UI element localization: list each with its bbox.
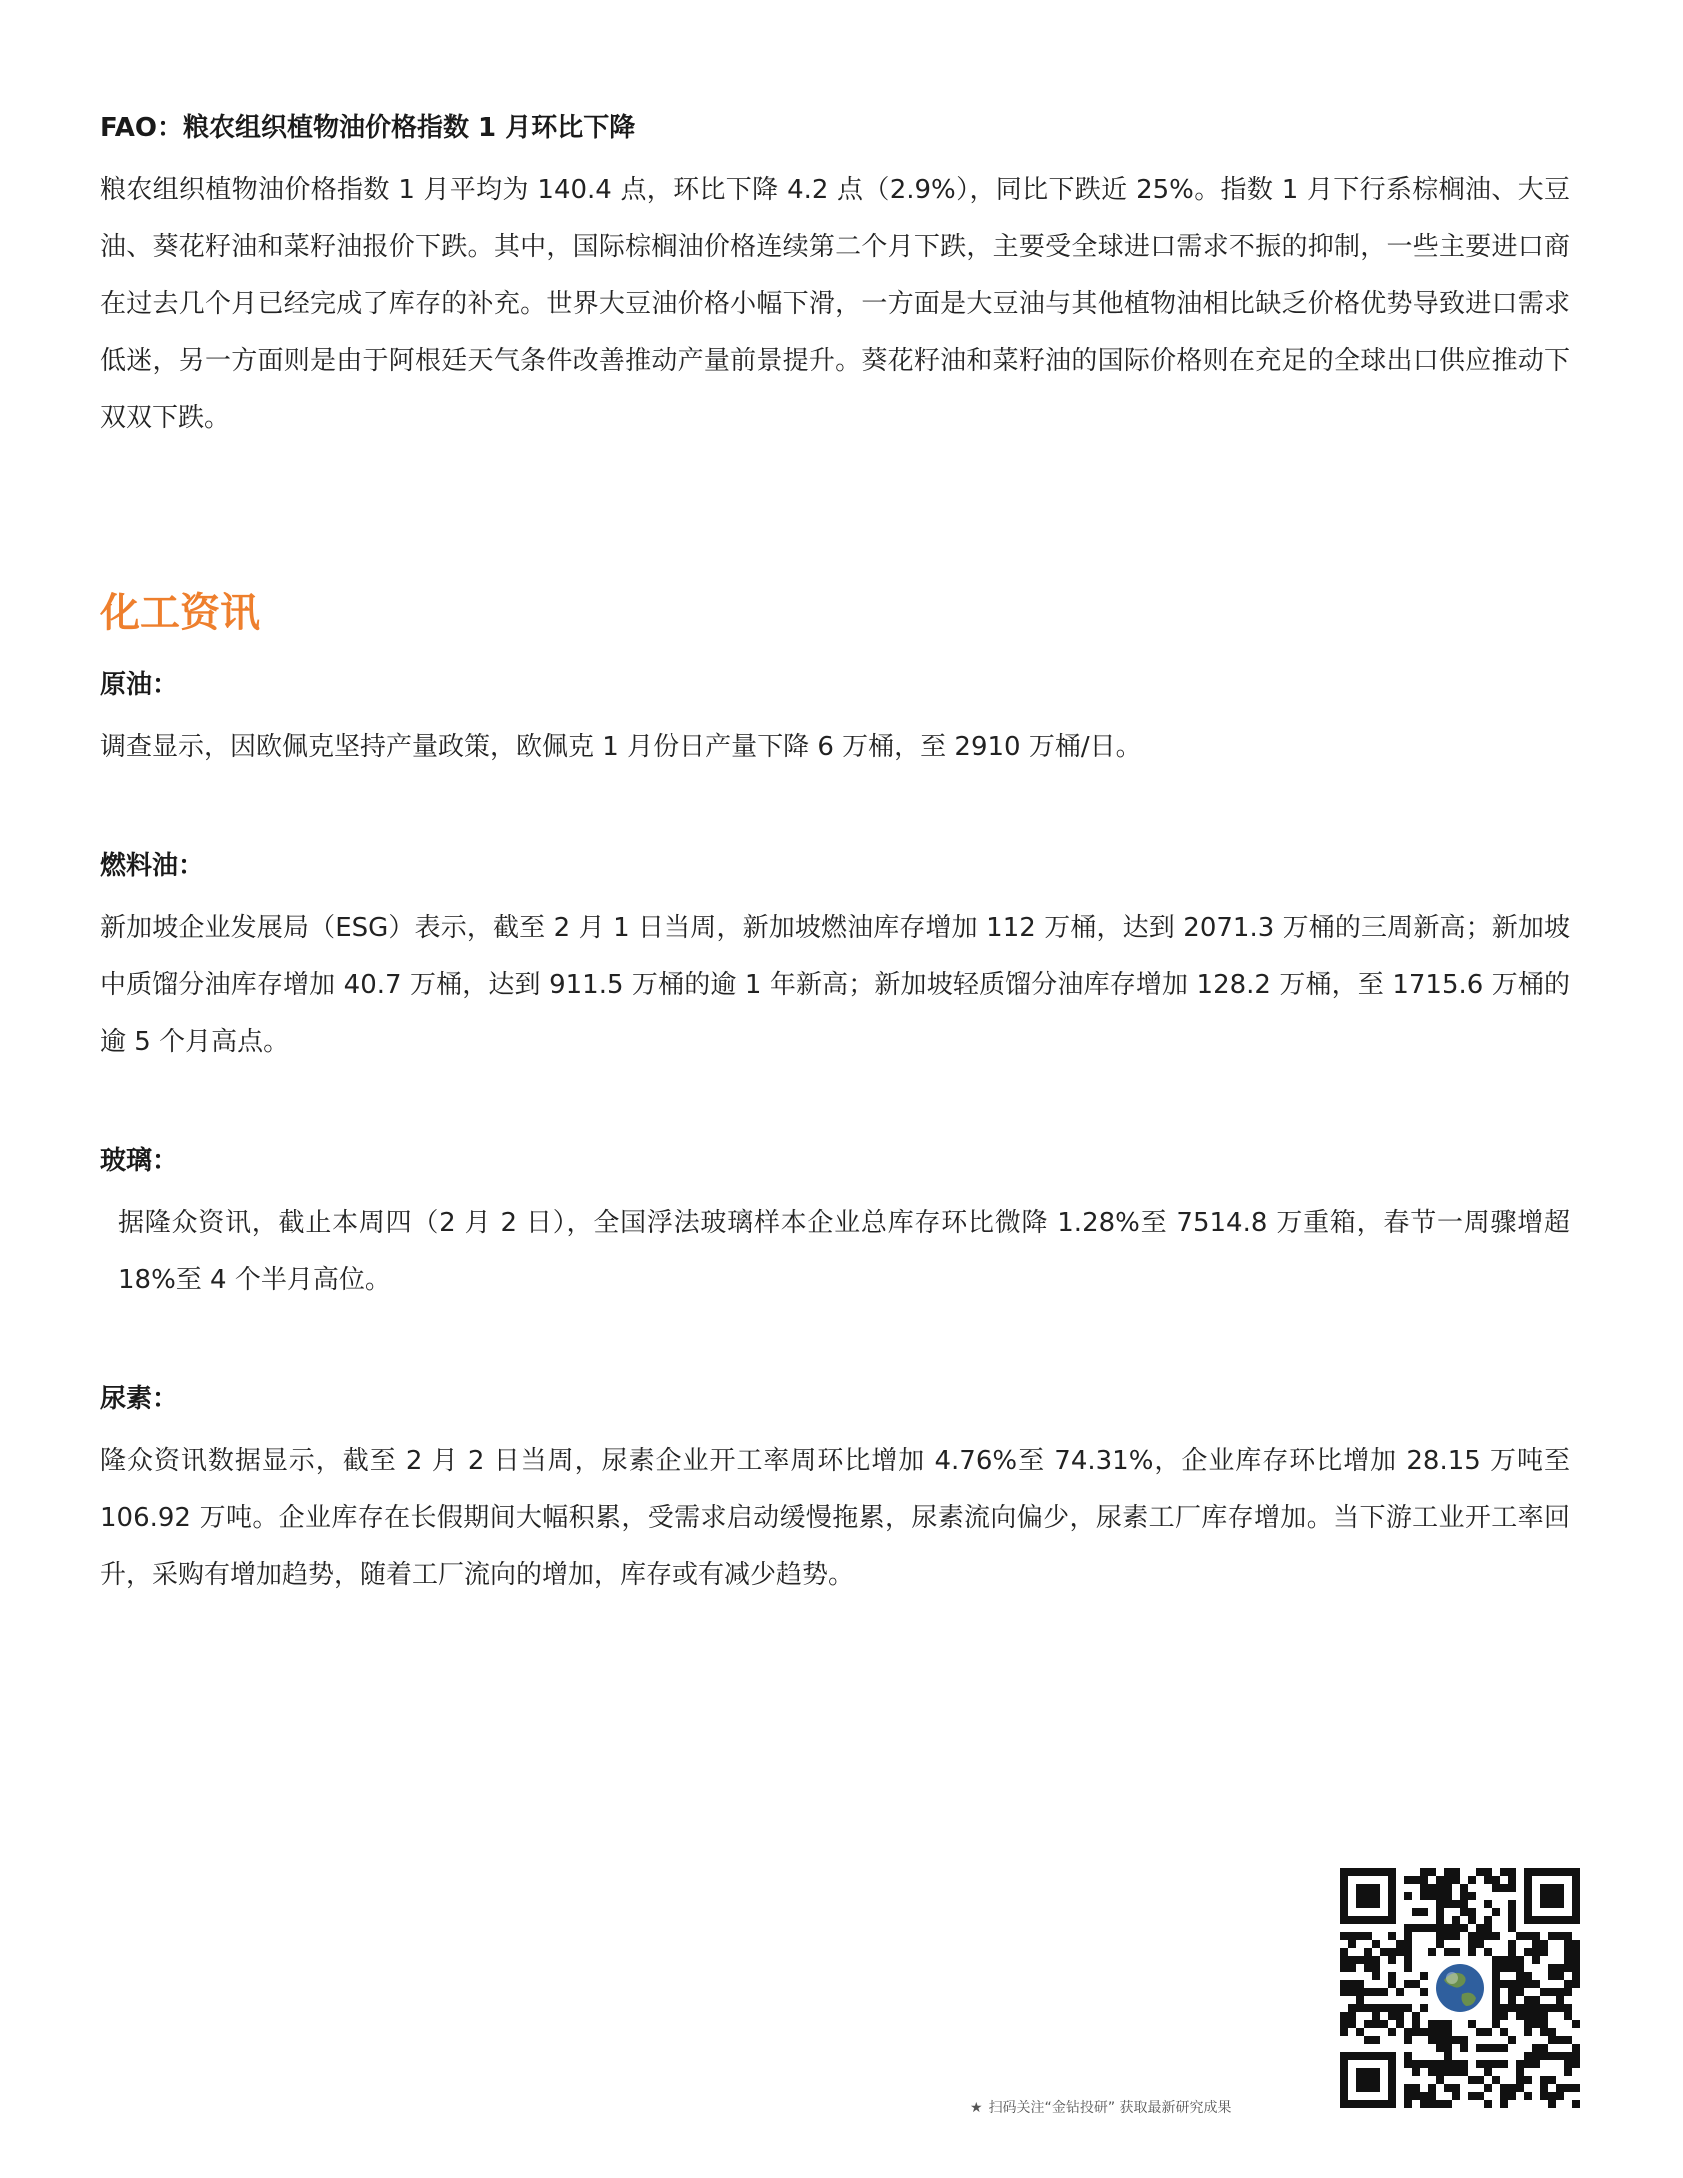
chem-section-title: 化工资讯: [100, 590, 260, 636]
qr-caption-text: 扫码关注“金钻投研” 获取最新研究成果: [988, 2100, 1232, 2116]
urea-label: 尿素：: [100, 1384, 179, 1414]
fao-heading: FAO：粮农组织植物油价格指数 1 月环比下降: [100, 113, 636, 143]
crude-paragraph: 调查显示，因欧佩克坚持产量政策，欧佩克 1 月份日产量下降 6 万桶，至 2910 万桶/日。: [100, 732, 1142, 762]
qr-caption: [970, 2098, 1300, 2118]
fuel-paragraph: 新加坡企业发展局（ESG）表示，截至 2 月 1 日当周，新加坡燃油库存增加 112 万桶，达到 2071.3 万桶的三周新高；新加坡中质馏分油库存增加 40.7 万桶，达到 911.5 万桶的逾 1 年新高；新加坡轻质馏分油库存增加 128.2 万桶，至 1715.6 万桶的逾 5 个月高点。: [100, 913, 1570, 1057]
crude-label: 原油：: [100, 670, 179, 700]
fao-paragraph: 粮农组织植物油价格指数 1 月平均为 140.4 点，环比下降 4.2 点（2.9%），同比下跌近 25%。指数 1 月下行系棕榈油、大豆油、葵花籽油和菜籽油报价下跌。其中，国际棕榈油价格连续第二个月下跌，主要受全球进口需求不振的抑制，一些主要进口商在过去几个月已经完成了库存的补充。世界大豆油价格小幅下滑，一方面是大豆油与其他植物油相比缺乏价格优势导致进口需求低迷，另一方面则是由于阿根廷天气条件改善推动产量前景提升。葵花籽油和菜籽油的国际价格则在充足的全球出口供应推动下双双下跌。: [100, 175, 1570, 433]
urea-paragraph: 隆众资讯数据显示，截至 2 月 2 日当周，尿素企业开工率周环比增加 4.76%至 74.31%，企业库存环比增加 28.15 万吨至 106.92 万吨。企业库存在长假期间大幅积累，受需求启动缓慢拖累，尿素流向偏少，尿素工厂库存增加。当下游工业开工率回升，采购有增加趋势，随着工厂流向的增加，库存或有减少趋势。: [100, 1446, 1570, 1590]
glass-label: 玻璃：: [100, 1146, 179, 1176]
fuel-label: 燃料油：: [100, 851, 205, 881]
globe-logo-icon: [1432, 1960, 1488, 2016]
qr-code-icon[interactable]: [1340, 1868, 1580, 2108]
document-body: [100, 108, 1570, 1604]
star-icon: ★: [970, 2100, 983, 2116]
glass-paragraph: 据隆众资讯，截止本周四（2 月 2 日），全国浮法玻璃样本企业总库存环比微降 1.28%至 7514.8 万重箱，春节一周骤增超 18%至 4 个半月高位。: [118, 1208, 1570, 1295]
